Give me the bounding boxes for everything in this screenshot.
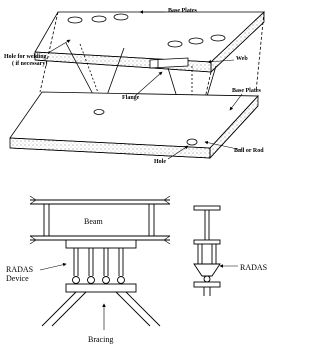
label-radas-device-1: RADAS (6, 265, 34, 274)
ball-or-rod (187, 139, 197, 145)
label-if-necessary: ( if necessary) (12, 61, 48, 67)
label-base-plates-top: Base Plates (168, 8, 197, 14)
device-top-plate (66, 240, 136, 248)
device-bottom-plate (66, 284, 136, 292)
label-radas-device-2: Device (6, 274, 29, 283)
device-elements (73, 248, 125, 284)
label-beam: Beam (84, 217, 103, 226)
label-base-plates-bottom: Base Plates (232, 88, 261, 94)
label-flange: Flange (122, 95, 140, 101)
isometric-assembly (10, 12, 264, 159)
label-hole-for-welding: Hole for welding (4, 54, 47, 60)
bottom-base-plate (10, 92, 258, 158)
label-web: Web (236, 56, 248, 62)
label-ball-or-rod: Ball or Rod (234, 148, 264, 154)
bracing (42, 292, 160, 326)
side-view (194, 206, 238, 296)
flange-web (150, 58, 188, 68)
label-hole: Hole (154, 159, 166, 165)
front-leaders (40, 264, 104, 330)
label-radas: RADAS (240, 263, 268, 272)
label-bracing: Bracing (88, 335, 114, 344)
